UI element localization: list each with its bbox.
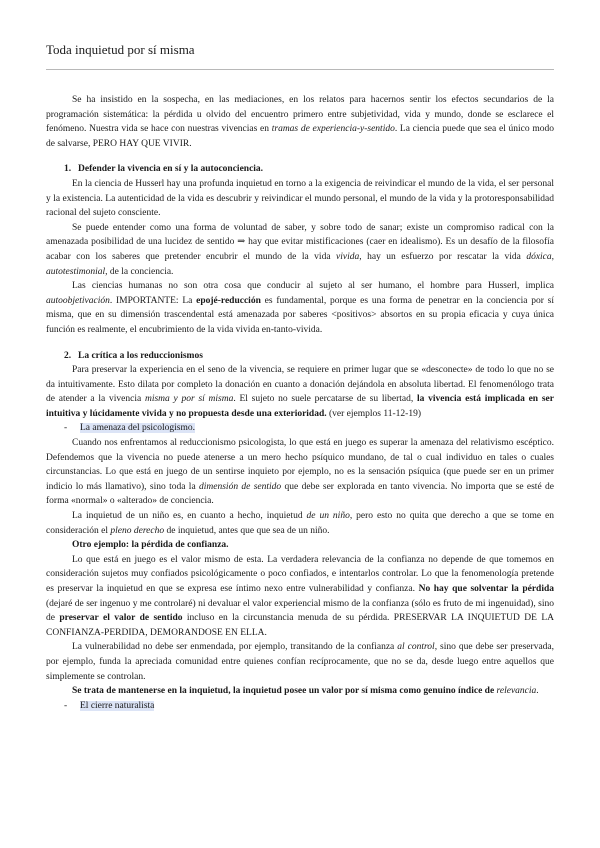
s2-paragraph-5: La vulnerabilidad no debe ser enmendada, por ejemplo, transitando de la confianza al control, sino que debe ser preservada, por ejemplo, funda la apreciada comunidad entre quienes confían recíprocamente, que no se da, desde luego entre aquellos que simplemente se controlan.: [46, 642, 554, 682]
example-subheading: Otro ejemplo: la pérdida de confianza.: [72, 540, 229, 551]
s2-paragraph-3: La inquietud de un niño es, en cuanto a hecho, inquietud de un niño, pero esto no quita que derecho a que se tome en consideración el pleno derecho de inquietud, antes que que sea de un niño.: [46, 511, 555, 536]
intro-paragraph: Se ha insistido en la sospecha, en las mediaciones, en los relatos para hacernos sentir los efectos secundarios de la programación sistemática: la pérdida u olvido del encuentro primero entre subjetividad, vida y mundo, donde se esclarece el fenómeno. Nuestra vida se hace con nuestras vivencias en tramas de experiencia-y-sentido. La ciencia puede que sea el único modo de salvarse, PERO HAY QUE VIVIR.: [46, 95, 554, 149]
s2-paragraph-1: Para preservar la experiencia en el seno de la vivencia, se requiere en primer lugar que se «desconecte» de todo lo que no se da intuitivamente. Esto dilata por completo la donación en cuanto a donación dejándola en absoluta libertad. El fenomenólogo trata de atender a la vivencia misma y por sí misma. El sujeto no suele percatarse de su libertad, la vivencia está implicada en ser intuitiva y lúcidamente vivida y no propuesta desde una exterioridad. (ver ejemplos 11-12-19): [46, 365, 554, 419]
bullet-psicologismo: - La amenaza del psicologismo.: [64, 423, 196, 434]
document-title: Toda inquietud por sí misma: [46, 42, 195, 57]
header-divider: [46, 69, 554, 70]
s1-paragraph-3: Las ciencias humanas no son otra cosa que conducir al sujeto al ser humano, el hombre para Husserl, implica autoobjetivación. IMPORTANTE: La epojé-reducción es fundamental, porque es una forma de penetrar en la conciencia por sí misma, que en su dimensión trascendental está amenazada por saberes <positivos> absortos en su propia eficacia y cuya única función es realmente, el encubrimiento de la vida vivida en-tanto-vivida.: [46, 281, 554, 335]
bullet-cierre-naturalista: - El cierre naturalista: [64, 700, 155, 711]
s2-paragraph-2: Cuando nos enfrentamos al reduccionismo psicologista, lo que está en juego es superar la amenaza del relativismo escéptico. Defendemos que la vivencia no puede atenerse a un mero hecho psíquico mundano, de tal o cual individuo en tales o cuales circunstancias. Lo que está en juego de un sentirse inquieto por ejemplo, no es la sensación psíquica (que puede ser en un primer indicio lo más llamativo), sino toda la dimensión de sentido que debe ser explorada en tanto vivencia. No importa que se esté de forma «normal» o «alterado» de conciencia.: [46, 438, 554, 507]
section-1-heading: 1. Defender la vivencia en sí y la autoconciencia.: [64, 164, 264, 175]
s2-paragraph-6: Se trata de mantenerse en la inquietud, la inquietud posee un valor por sí misma como genuino índice de relevancia.: [72, 686, 539, 697]
s1-paragraph-1: En la ciencia de Husserl hay una profunda inquietud en torno a la exigencia de reivindicar el mundo de la vida, el ser personal y la existencia. La autenticidad de la vida es descubrir y reivindicar el mundo personal, el mundo de la vida y la protoresponsabilidad racional del sujeto consciente.: [46, 178, 554, 219]
s2-paragraph-4: Lo que está en juego es el valor mismo de esta. La verdadera relevancia de la confianza no depende de que tomemos en consideración sujetos muy confiados psicológicamente o poco confiados, e intentarlos controlar. Lo que la fenomenología pretende es preservar la inquietud en que se expresa ese íntimo nexo entre vulnerabilidad y confianza. No hay que solventar la pérdida (dejaré de ser ingenuo y me controlaré) ni devaluar el valor experiencial mismo de la confianza (sólo es fruto de mi ingenuidad), sino de preservar el valor de sentido incluso en la circunstancia menuda de su pérdida. PRESERVAR LA INQUIETUD DE LA CONFIANZA-PERDIDA, DEMORANDOSE EN ELLA.: [46, 554, 555, 638]
s1-paragraph-2: Se puede entender como una forma de voluntad de saber, y sobre todo de sanar; existe un compromiso radical con la amenazada posibilidad de una lucidez de sentido ⇒ hay que evitar mistificaciones (caer en idealismo). Es un desafío de la filosofía acabar con los saberes que pretender encubrir el mundo de la vida vivida, hay un esfuerzo por rescatar la vida dóxica, autotestimonial, de la conciencia.: [46, 222, 555, 277]
section-2-heading: 2. La crítica a los reduccionismos: [64, 350, 203, 361]
document-body: [46, 93, 554, 713]
